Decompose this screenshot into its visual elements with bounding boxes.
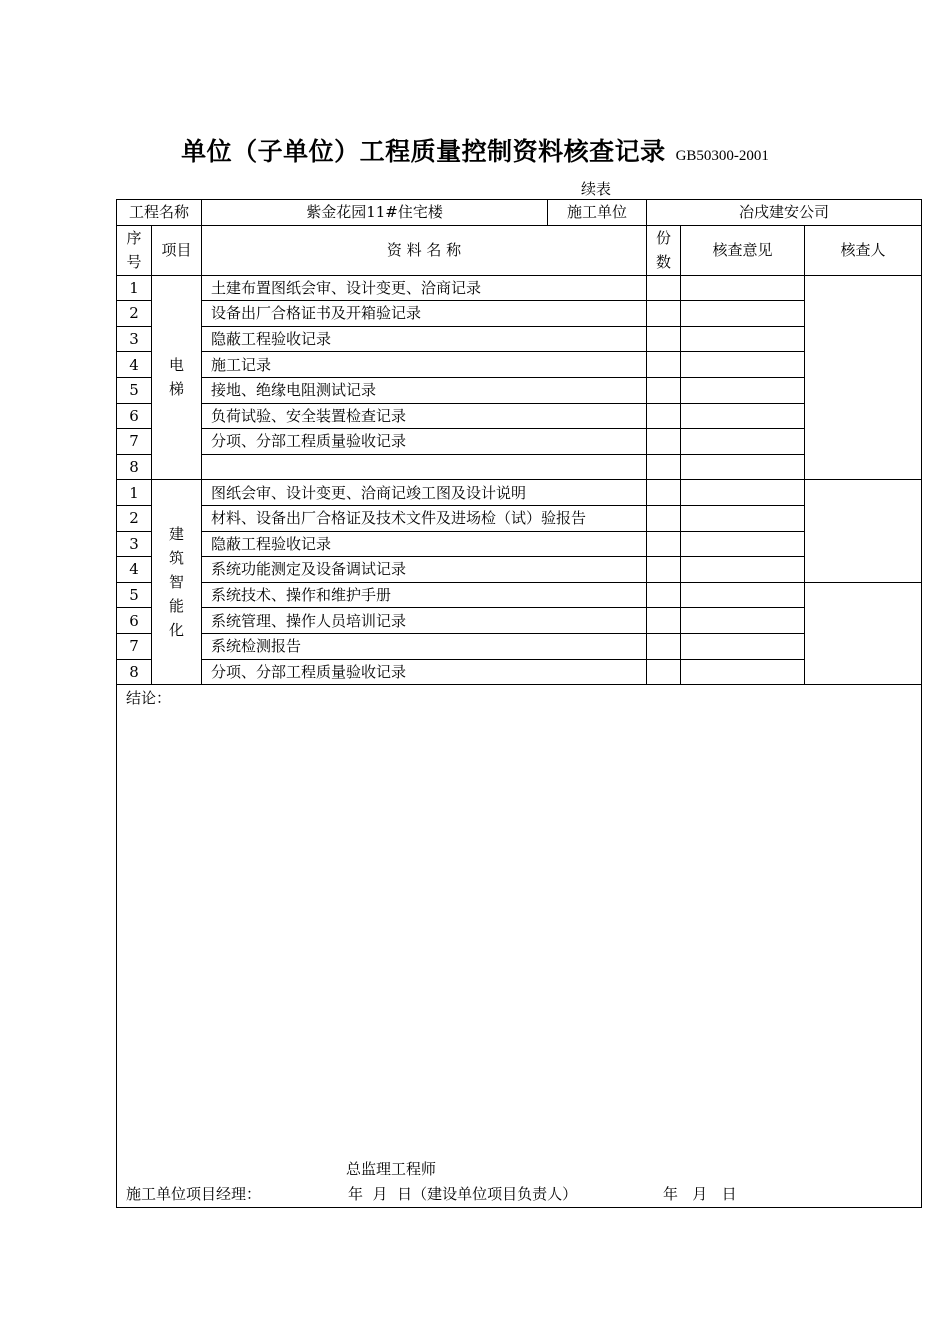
col-checker: 核查人 bbox=[805, 225, 922, 275]
chief-supervisor-label: 总监理工程师 bbox=[346, 1160, 437, 1179]
col-seq: 序 号 bbox=[117, 225, 152, 275]
group-label-intelligent: 建 筑 智 能 化 bbox=[152, 480, 202, 685]
table-row: 7 系统检测报告 bbox=[117, 633, 922, 659]
table-row: 2 材料、设备出厂合格证及技术文件及进场检（试）验报告 bbox=[117, 505, 922, 531]
checker-cell-elevator bbox=[805, 275, 922, 480]
contractor-label: 施工单位 bbox=[548, 200, 647, 226]
group-label-elevator: 电 梯 bbox=[152, 275, 202, 480]
table-row: 4 施工记录 bbox=[117, 352, 922, 378]
table-row: 5 接地、绝缘电阻测试记录 bbox=[117, 377, 922, 403]
standard-code: GB50300-2001 bbox=[675, 148, 769, 164]
contractor-pm-label: 施工单位项目经理： bbox=[126, 1185, 262, 1204]
table-row: 8 bbox=[117, 454, 922, 480]
conclusion-row bbox=[117, 685, 922, 1208]
checker-cell-intelligent-b bbox=[805, 582, 922, 684]
project-name-value: 紫金花园11#住宅楼 bbox=[202, 200, 548, 226]
col-item: 项目 bbox=[152, 225, 202, 275]
contractor-value: 冶戌建安公司 bbox=[647, 200, 922, 226]
table-row: 1 电 梯 土建布置图纸会审、设计变更、洽商记录 bbox=[117, 275, 922, 301]
table-row: 6 系统管理、操作人员培训记录 bbox=[117, 608, 922, 634]
date-owner-label: 年 月 日（建设单位项目负责人） bbox=[348, 1185, 578, 1204]
col-copies: 份 数 bbox=[647, 225, 681, 275]
table-row: 7 分项、分部工程质量验收记录 bbox=[117, 429, 922, 455]
document-title bbox=[0, 132, 950, 168]
table-row: 5 系统技术、操作和维护手册 bbox=[117, 582, 922, 608]
table-row: 2 设备出厂合格证书及开箱验记录 bbox=[117, 301, 922, 327]
table-row: 1 建 筑 智 能 化 图纸会审、设计变更、洽商记竣工图及设计说明 bbox=[117, 480, 922, 506]
col-opinion: 核查意见 bbox=[681, 225, 805, 275]
col-doc-name: 资 料 名 称 bbox=[202, 225, 647, 275]
record-table bbox=[116, 199, 922, 1208]
header-row bbox=[117, 200, 922, 226]
title-text: 单位（子单位）工程质量控制资料核查记录 bbox=[181, 137, 666, 166]
table-row: 4 系统功能测定及设备调试记录 bbox=[117, 557, 922, 583]
column-header-row bbox=[117, 225, 922, 275]
project-name-label: 工程名称 bbox=[117, 200, 202, 226]
checker-cell-intelligent-a bbox=[805, 480, 922, 582]
conclusion-cell bbox=[117, 685, 922, 1208]
table-row: 6 负荷试验、安全装置检查记录 bbox=[117, 403, 922, 429]
table-row: 8 分项、分部工程质量验收记录 bbox=[117, 659, 922, 685]
conclusion-label: 结论： bbox=[126, 689, 172, 708]
continued-label: 续表 bbox=[581, 180, 612, 198]
table-row: 3 隐蔽工程验收记录 bbox=[117, 326, 922, 352]
table-row: 3 隐蔽工程验收记录 bbox=[117, 531, 922, 557]
date-end-label: 年 月 日 bbox=[663, 1185, 737, 1204]
